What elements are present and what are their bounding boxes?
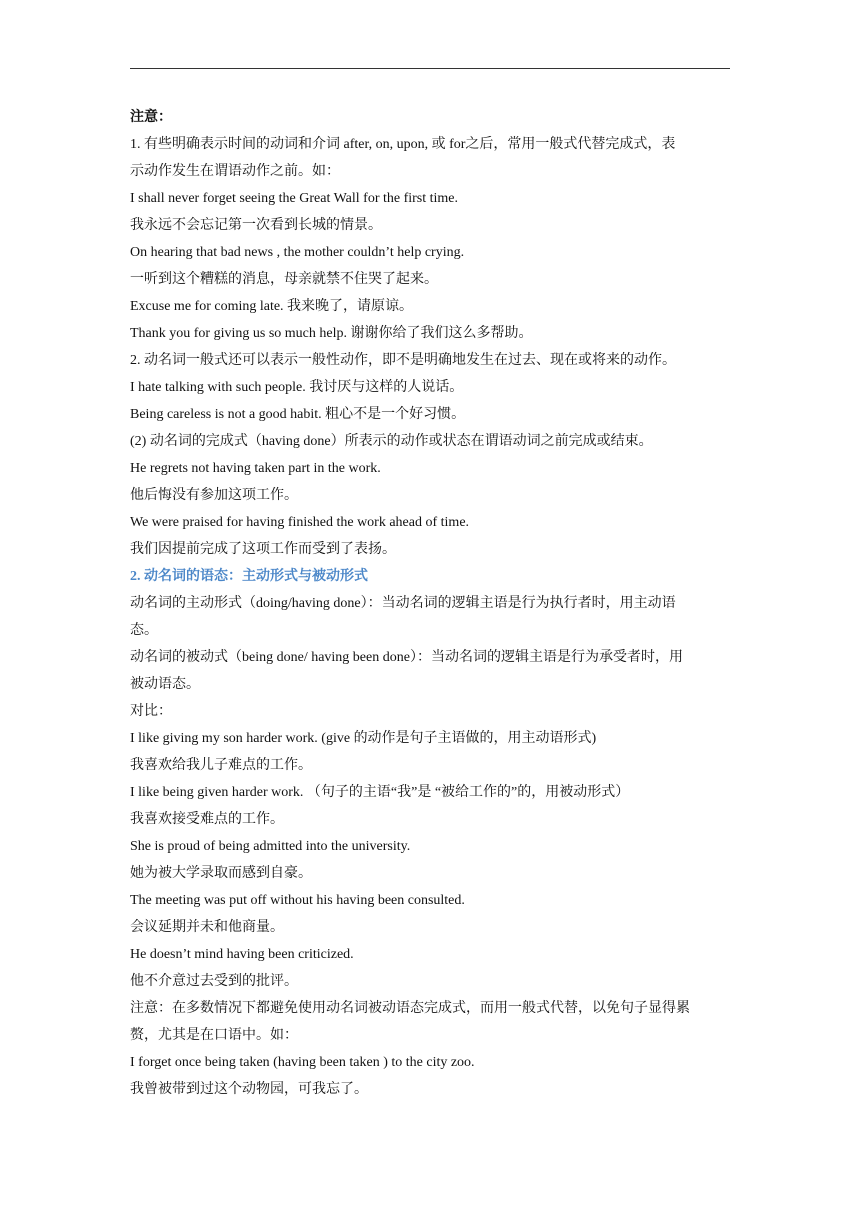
text-line: On hearing that bad news , the mother couldn’t help crying. bbox=[130, 245, 465, 260]
text-line: 2. 动名词一般式还可以表示一般性动作，即不是明确地发生在过去、现在或将来的动作。 bbox=[130, 353, 676, 368]
note-heading: 注意： bbox=[130, 110, 172, 125]
text-line: 赘，尤其是在口语中。如： bbox=[130, 1028, 298, 1043]
text-line: 我们因提前完成了这项工作而受到了表扬。 bbox=[130, 542, 396, 557]
text-line: Thank you for giving us so much help. 谢谢你给了我们这么多帮助。 bbox=[130, 326, 533, 341]
text-line: 示动作发生在谓语动作之前。如： bbox=[130, 164, 340, 179]
text-line: 对比： bbox=[130, 704, 172, 719]
text-line: She is proud of being admitted into the university. bbox=[130, 839, 411, 854]
text-line: 会议延期并未和他商量。 bbox=[130, 920, 284, 935]
text-line: The meeting was put off without his having been consulted. bbox=[130, 893, 465, 908]
text-line: 我曾被带到过这个动物园，可我忘了。 bbox=[130, 1082, 368, 1097]
text-line: 我喜欢给我儿子难点的工作。 bbox=[130, 758, 312, 773]
text-line: Excuse me for coming late. 我来晚了，请原谅。 bbox=[130, 299, 414, 314]
text-line: 态。 bbox=[130, 623, 158, 638]
text-line: 他后悔没有参加这项工作。 bbox=[130, 488, 298, 503]
text-line: 动名词的主动形式（doing/having done）：当动名词的逻辑主语是行为执行者时，用主动语 bbox=[130, 596, 676, 611]
text-line: 我永远不会忘记第一次看到长城的情景。 bbox=[130, 218, 382, 233]
text-line: 他不介意过去受到的批评。 bbox=[130, 974, 298, 989]
section-heading: 2. 动名词的语态：主动形式与被动形式 bbox=[130, 569, 368, 584]
text-line: I like giving my son harder work. (give 的动作是句子主语做的，用主动语形式) bbox=[130, 731, 597, 746]
text-line: I forget once being taken (having been taken ) to the city zoo. bbox=[130, 1055, 475, 1070]
text-line: 注意：在多数情况下都避免使用动名词被动语态完成式，而用一般式代替，以免句子显得累 bbox=[130, 1001, 690, 1016]
text-line: He regrets not having taken part in the work. bbox=[130, 461, 381, 476]
text-line: (2) 动名词的完成式（having done）所表示的动作或状态在谓语动词之前完成或结束。 bbox=[130, 434, 653, 449]
header-rule bbox=[130, 68, 730, 69]
text-line: 1. 有些明确表示时间的动词和介词 after, on, upon, 或 for之后，常用一般式代替完成式，表 bbox=[130, 137, 676, 152]
text-line: Being careless is not a good habit. 粗心不是一个好习惯。 bbox=[130, 407, 466, 422]
text-line: I like being given harder work. （句子的主语“我”是 “被给工作的”的，用被动形式） bbox=[130, 785, 630, 800]
text-line: 被动语态。 bbox=[130, 677, 200, 692]
text-line: 我喜欢接受难点的工作。 bbox=[130, 812, 284, 827]
text-line: He doesn’t mind having been criticized. bbox=[130, 947, 354, 962]
text-line: We were praised for having finished the work ahead of time. bbox=[130, 515, 470, 530]
text-line: I hate talking with such people. 我讨厌与这样的人说话。 bbox=[130, 380, 464, 395]
text-line: 一听到这个糟糕的消息，母亲就禁不住哭了起来。 bbox=[130, 272, 438, 287]
text-line: I shall never forget seeing the Great Wall for the first time. bbox=[130, 191, 459, 206]
text-line: 动名词的被动式（being done/ having been done）：当动名词的逻辑主语是行为承受者时，用 bbox=[130, 650, 683, 665]
document-body bbox=[130, 104, 730, 1103]
text-line: 她为被大学录取而感到自豪。 bbox=[130, 866, 312, 881]
